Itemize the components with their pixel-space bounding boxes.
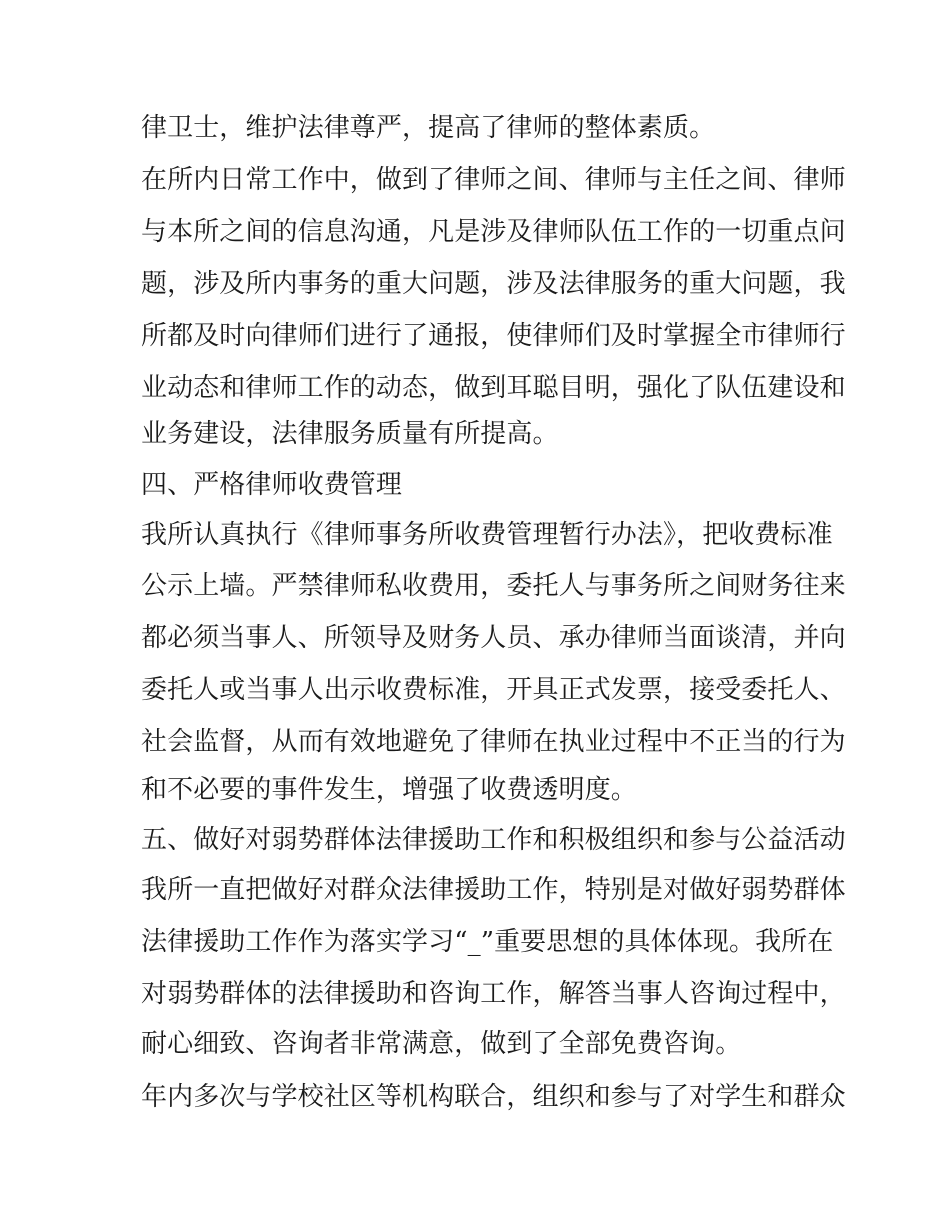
text-line-9: 我所认真执行《律师事务所收费管理暂行办法》，把收费标准	[141, 520, 833, 550]
text-line-19: 耐心细致、咨询者非常满意，做到了全部免费咨询。	[141, 1029, 742, 1059]
text-line-5: 所都及时向律师们进行了通报，使律师们及时掌握全市律师行	[141, 321, 846, 351]
text-line-12: 委托人或当事人出示收费标准，开具正式发票，接受委托人、	[141, 675, 846, 705]
text-line-7: 业务建设，法律服务质量有所提高。	[141, 419, 559, 449]
section-heading-5: 五、做好对弱势群体法律援助工作和积极组织和参与公益活动	[141, 825, 846, 855]
text-line-14: 和不必要的事件发生，增强了收费透明度。	[141, 775, 637, 805]
text-line-6: 业动态和律师工作的动态，做到耳聪目明，强化了队伍建设和	[141, 373, 846, 403]
text-line-2: 在所内日常工作中，做到了律师之间、律师与主任之间、律师	[141, 165, 846, 195]
text-line-1: 律卫士，维护法律尊严，提高了律师的整体素质。	[141, 113, 716, 143]
text-line-17: 法律援助工作作为落实学习“_”重要思想的具体体现。我所在	[141, 927, 834, 957]
section-heading-4: 四、严格律师收费管理	[141, 470, 403, 500]
text-line-4: 题，涉及所内事务的重大问题，涉及法律服务的重大问题，我	[141, 269, 846, 299]
text-line-11: 都必须当事人、所领导及财务人员、承办律师当面谈清，并向	[141, 623, 846, 653]
text-line-3: 与本所之间的信息沟通，凡是涉及律师队伍工作的一切重点问	[141, 217, 846, 247]
text-line-16: 我所一直把做好对群众法律援助工作，特别是对做好弱势群体	[141, 875, 846, 905]
text-line-10: 公示上墙。严禁律师私收费用，委托人与事务所之间财务往来	[141, 571, 846, 601]
text-line-13: 社会监督，从而有效地避免了律师在执业过程中不正当的行为	[141, 727, 846, 757]
text-line-18: 对弱势群体的法律援助和咨询工作，解答当事人咨询过程中，	[141, 979, 846, 1009]
text-line-20: 年内多次与学校社区等机构联合，组织和参与了对学生和群众	[141, 1082, 846, 1112]
